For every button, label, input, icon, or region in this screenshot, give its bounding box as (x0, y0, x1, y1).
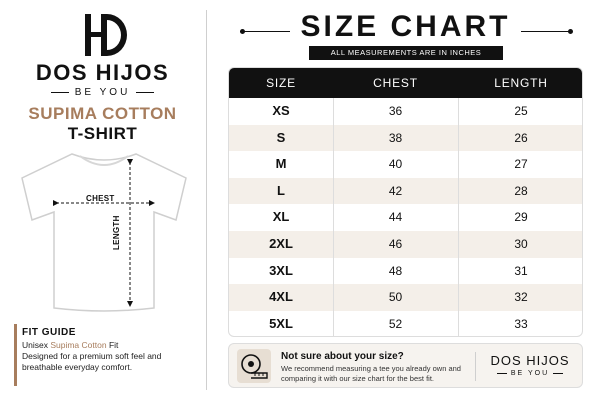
table-row (229, 125, 583, 152)
footer-brand-tagline: BE YOU (479, 370, 581, 377)
cell-chest: 46 (388, 237, 403, 251)
product-panel (0, 0, 205, 400)
table-row (229, 258, 583, 285)
cell-length: 28 (514, 183, 528, 198)
cell-length: 32 (514, 290, 528, 305)
cell-length: 33 (514, 316, 528, 331)
table-row (229, 98, 583, 125)
table-row (229, 311, 583, 337)
cell-size: L (277, 182, 285, 198)
title-rule-left (240, 31, 290, 32)
cell-length: 26 (514, 130, 528, 145)
fit-guide-accent-bar (14, 324, 17, 386)
cell-size: 5XL (269, 315, 293, 331)
cell-size: XL (272, 209, 290, 225)
cell-length: 31 (514, 263, 528, 278)
tip-title: Not sure about your size? (281, 351, 404, 362)
cell-length: 30 (514, 237, 528, 251)
table-row (229, 284, 583, 311)
chart-title: SIZE CHART (300, 10, 511, 43)
table-header (229, 68, 583, 98)
cell-size: M (275, 156, 287, 172)
size-table (228, 67, 583, 337)
cell-chest: 52 (388, 316, 403, 331)
cell-chest: 48 (388, 263, 403, 278)
measuring-tape-icon (237, 349, 271, 383)
fit-guide-text: Unisex Supima Cotton Fit Designed for a premium soft feel and breathable everyday comfort. (22, 340, 162, 372)
cell-length: 25 (514, 104, 528, 118)
cell-size: XS (272, 103, 290, 118)
title-rule-right (521, 31, 571, 32)
tshirt-diagram-icon (14, 148, 194, 318)
title-dot-right (568, 29, 573, 34)
panel-divider (206, 10, 207, 390)
header-length: LENGTH (494, 76, 548, 90)
chest-label: CHEST (86, 194, 115, 203)
brand-name: DOS HIJOS (35, 60, 170, 85)
cell-size: 3XL (269, 262, 293, 278)
fit-guide-title: FIT GUIDE (22, 327, 76, 338)
cell-chest: 40 (388, 157, 403, 172)
cell-size: S (276, 129, 286, 145)
cell-size: 2XL (269, 236, 293, 251)
brand-tagline: BE YOU (0, 87, 205, 98)
header-size: SIZE (266, 76, 296, 90)
footer-brand-name: DOS HIJOS (490, 353, 570, 368)
product-type: T-SHIRT (67, 124, 138, 143)
chart-subtitle: ALL MEASUREMENTS ARE IN INCHES (309, 46, 503, 60)
cell-size: 4XL (269, 289, 293, 305)
table-row (229, 231, 583, 258)
cell-length: 29 (514, 210, 528, 225)
table-row (229, 151, 583, 178)
cell-chest: 38 (388, 130, 403, 145)
brand-monogram-logo (83, 12, 127, 58)
cell-chest: 50 (388, 290, 403, 305)
table-row (229, 204, 583, 231)
cell-length: 27 (514, 157, 528, 172)
cell-chest: 44 (388, 210, 403, 225)
tip-divider (475, 352, 476, 381)
header-chest: CHEST (373, 76, 418, 90)
column-divider (333, 98, 334, 337)
cell-chest: 42 (388, 183, 403, 198)
title-dot-left (240, 29, 245, 34)
tip-text: We recommend measuring a tee you already own and comparing it with our size chart for the best fit. (281, 364, 461, 383)
table-row (229, 178, 583, 205)
cell-chest: 36 (388, 104, 403, 118)
column-divider (458, 98, 459, 337)
size-tip-box (228, 343, 583, 388)
length-label: LENGTH (112, 215, 121, 250)
product-material: SUPIMA COTTON (28, 104, 177, 123)
